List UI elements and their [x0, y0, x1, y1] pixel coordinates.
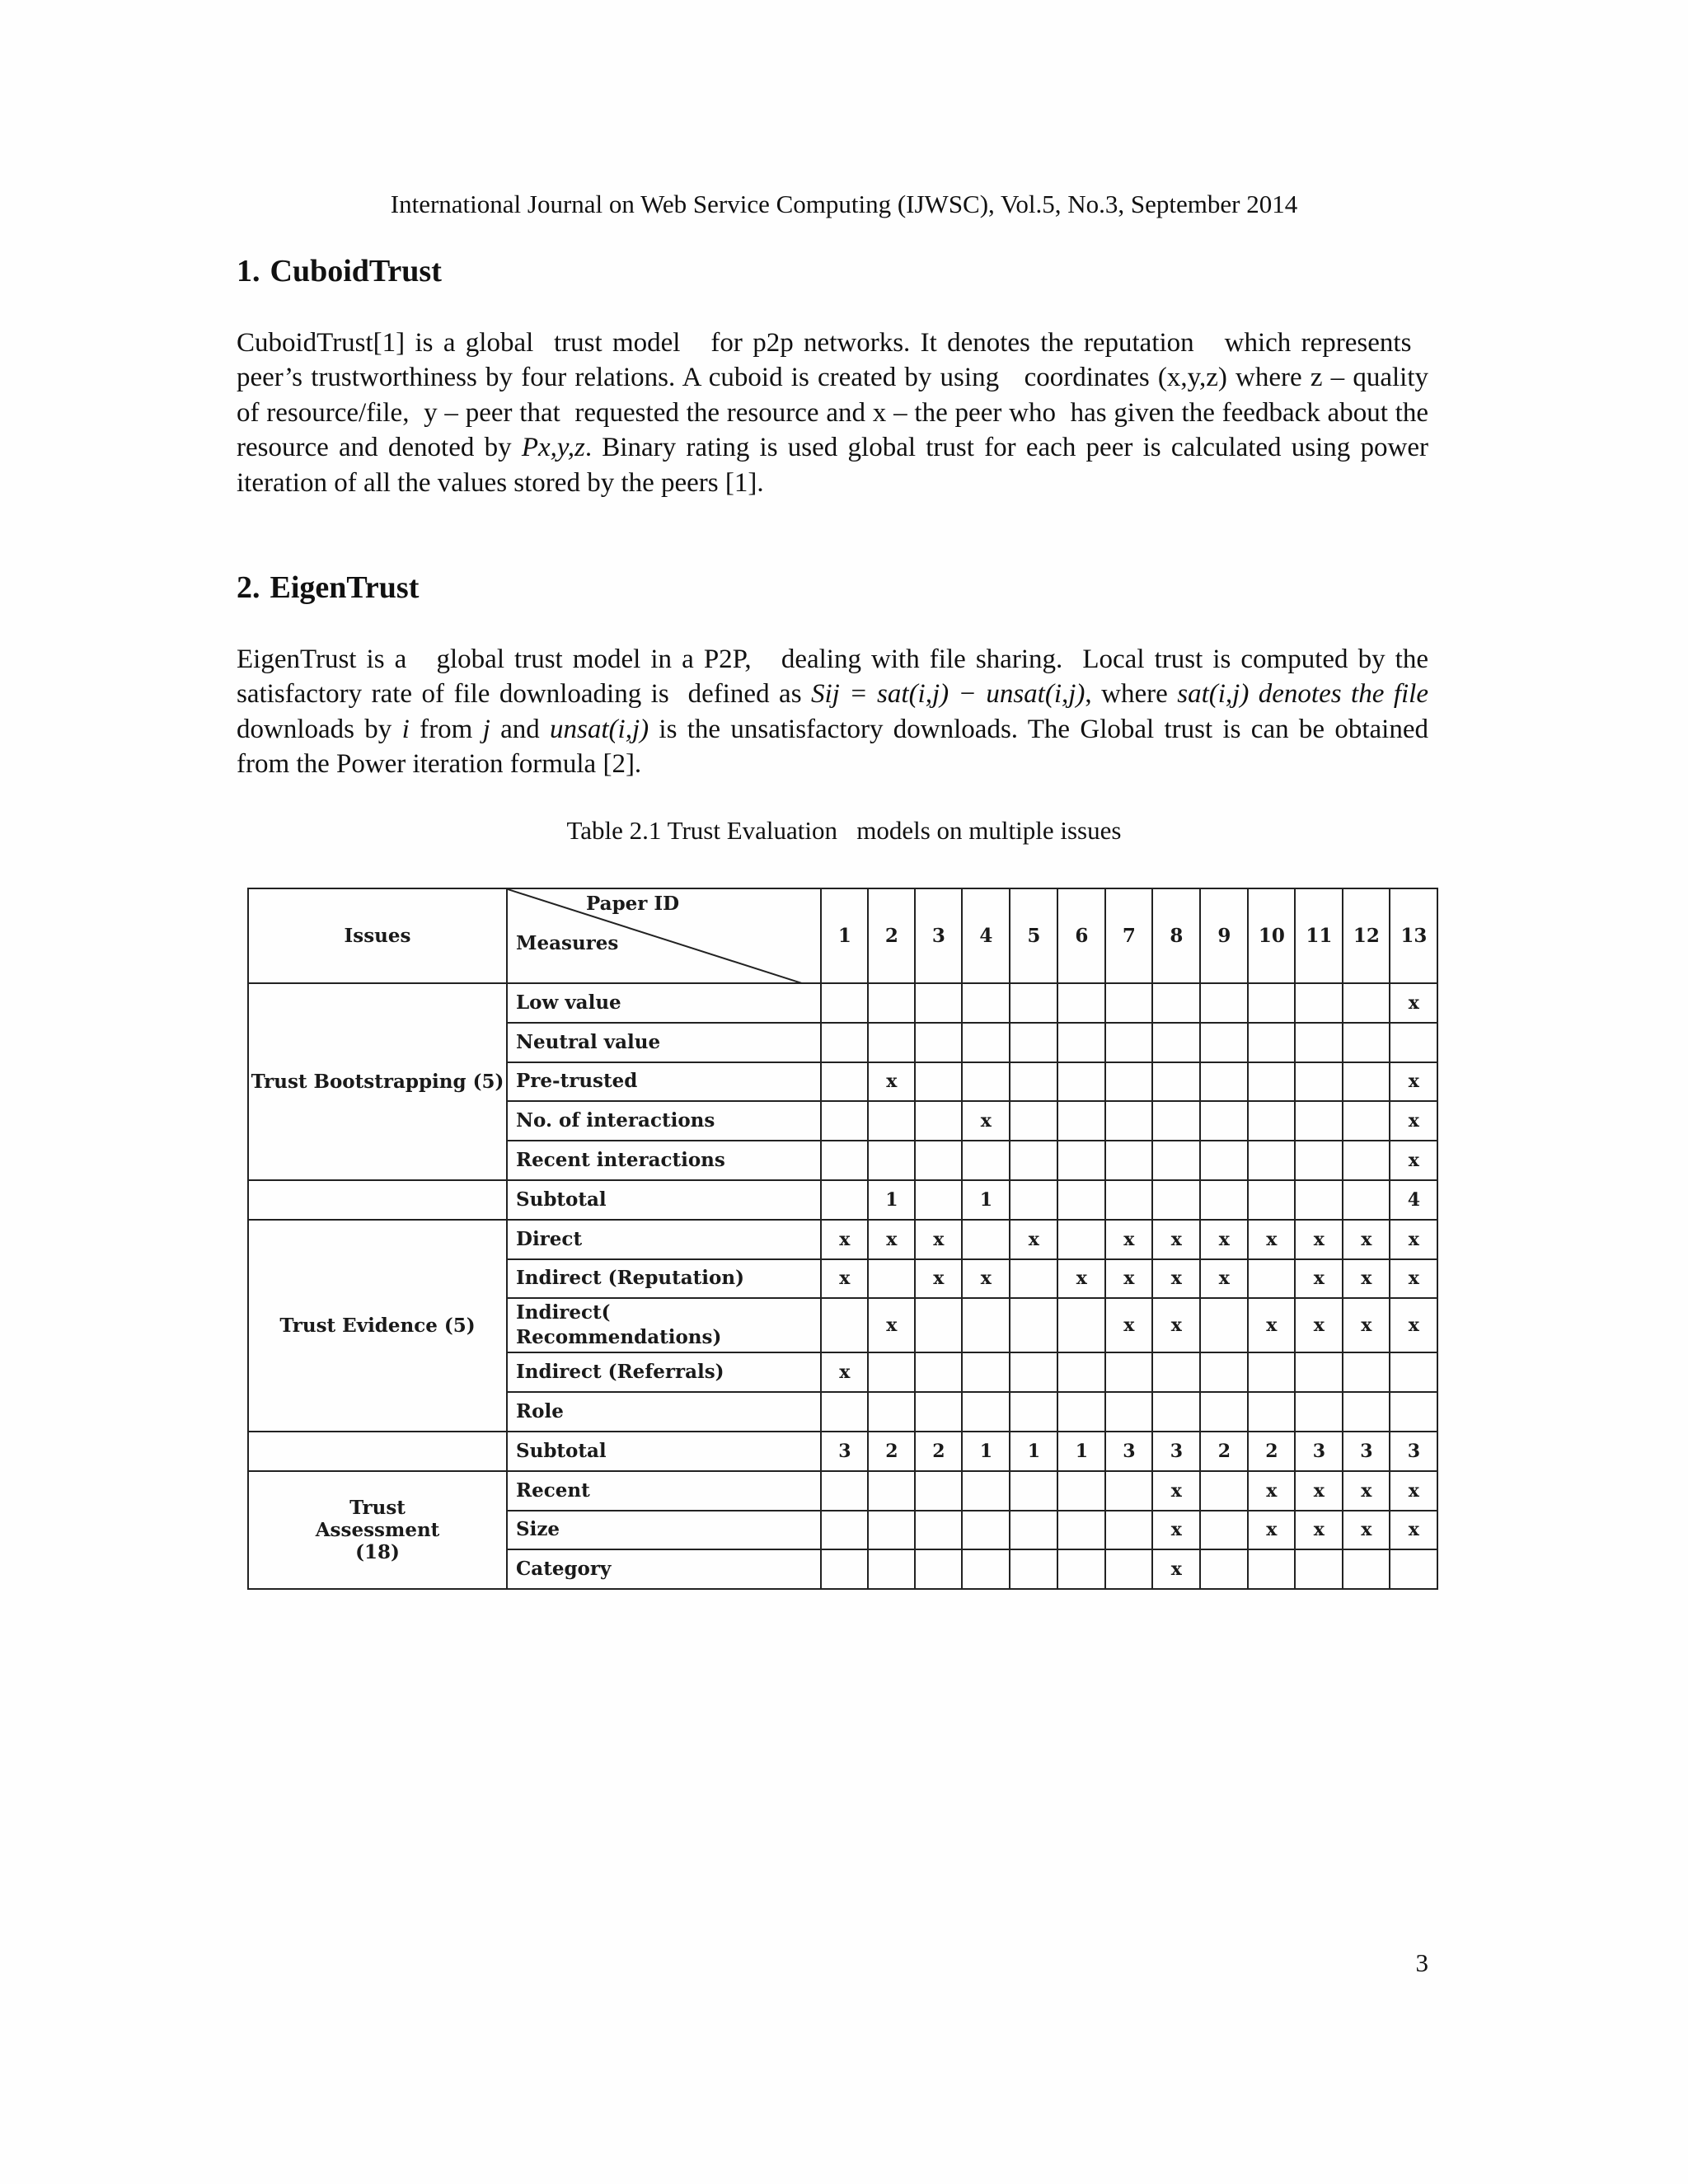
value-cell — [1295, 983, 1343, 1023]
paragraph-eigentrust: EigenTrust is a global trust model in a P2P, dealing with file sharing. Local trust is computed by the satisfactory rate of file downloading is defined as Sij = sat(i,j) − unsat(i,j), where sat(i,j) denotes the file downloads by i from j and unsat(i,j) is the unsatisfactory downloads. The Global trust is can be obtained from the Power iteration formula [2]. — [237, 644, 1428, 780]
subtotal-cell: 1 — [962, 1180, 1010, 1220]
subtotal-cell: 2 — [868, 1432, 915, 1471]
value-cell — [1010, 1101, 1057, 1141]
value-cell — [1057, 1352, 1105, 1392]
value-cell — [1200, 1101, 1248, 1141]
paper-id-col-12: 12 — [1343, 888, 1390, 983]
value-cell — [962, 1023, 1010, 1062]
value-cell: x — [1343, 1220, 1390, 1259]
value-cell: x — [1010, 1220, 1057, 1259]
value-cell — [1057, 1549, 1105, 1589]
measure-cell: Indirect (Referrals) — [507, 1352, 821, 1392]
value-cell — [868, 1141, 915, 1180]
value-cell: x — [1057, 1259, 1105, 1299]
subtotal-cell: 3 — [1105, 1432, 1152, 1471]
paper-id-col-4: 4 — [962, 888, 1010, 983]
value-cell — [1057, 1101, 1105, 1141]
value-cell: x — [1390, 1062, 1437, 1102]
measure-cell: Size — [507, 1511, 821, 1550]
value-cell — [1343, 1062, 1390, 1102]
subtotal-cell: 2 — [1248, 1432, 1295, 1471]
value-cell — [1105, 1549, 1152, 1589]
value-cell — [868, 1471, 915, 1511]
value-cell: x — [868, 1220, 915, 1259]
value-cell: x — [1295, 1220, 1343, 1259]
subtotal-cell — [1200, 1180, 1248, 1220]
value-cell — [915, 1141, 962, 1180]
value-cell — [1200, 1549, 1248, 1589]
paper-id-col-9: 9 — [1200, 888, 1248, 983]
value-cell: x — [1248, 1220, 1295, 1259]
section-heading-eigentrust: 2. EigenTrust — [237, 570, 420, 605]
value-cell — [915, 1511, 962, 1550]
value-cell: x — [1152, 1259, 1200, 1299]
value-cell — [1248, 1352, 1295, 1392]
value-cell — [962, 1549, 1010, 1589]
value-cell: x — [1390, 1141, 1437, 1180]
value-cell — [1152, 983, 1200, 1023]
value-cell — [1200, 1023, 1248, 1062]
value-cell — [1295, 1141, 1343, 1180]
table-header-row — [248, 888, 1437, 983]
value-cell: x — [1343, 1511, 1390, 1550]
value-cell — [962, 1471, 1010, 1511]
value-cell — [1343, 1101, 1390, 1141]
value-cell — [821, 1141, 868, 1180]
subtotal-cell — [1343, 1180, 1390, 1220]
value-cell — [1152, 1392, 1200, 1432]
value-cell: x — [868, 1298, 915, 1352]
value-cell — [1390, 1023, 1437, 1062]
subtotal-cell: 1 — [1010, 1432, 1057, 1471]
value-cell — [1152, 1352, 1200, 1392]
value-cell — [1010, 1298, 1057, 1352]
value-cell: x — [1295, 1298, 1343, 1352]
value-cell: x — [1343, 1259, 1390, 1299]
value-cell — [1057, 983, 1105, 1023]
subtotal-row — [248, 1432, 1437, 1471]
value-cell: x — [1152, 1220, 1200, 1259]
value-cell: x — [1343, 1298, 1390, 1352]
value-cell — [1010, 1352, 1057, 1392]
value-cell — [915, 1023, 962, 1062]
subtotal-label: Subtotal — [507, 1180, 821, 1220]
value-cell — [868, 1392, 915, 1432]
value-cell — [1152, 1062, 1200, 1102]
subtotal-cell — [1295, 1180, 1343, 1220]
value-cell — [868, 1352, 915, 1392]
section-heading-cuboidtrust: 1. CuboidTrust — [237, 254, 442, 288]
value-cell — [868, 1259, 915, 1299]
measure-cell: Recent interactions — [507, 1141, 821, 1180]
value-cell — [1105, 1471, 1152, 1511]
empty-issue-cell — [248, 1180, 507, 1220]
subtotal-cell: 3 — [1390, 1432, 1437, 1471]
value-cell: x — [1390, 1298, 1437, 1352]
measures-label: Measures — [516, 932, 619, 954]
subtotal-cell — [1010, 1180, 1057, 1220]
value-cell: x — [915, 1220, 962, 1259]
value-cell — [1248, 983, 1295, 1023]
value-cell — [1057, 1023, 1105, 1062]
value-cell — [868, 1549, 915, 1589]
subtotal-label: Subtotal — [507, 1432, 821, 1471]
value-cell — [1105, 1062, 1152, 1102]
value-cell: x — [1390, 1220, 1437, 1259]
paper-id-col-13: 13 — [1390, 888, 1437, 983]
value-cell — [1343, 1549, 1390, 1589]
subtotal-cell: 3 — [1152, 1432, 1200, 1471]
value-cell: x — [962, 1259, 1010, 1299]
subtotal-row — [248, 1180, 1437, 1220]
value-cell — [821, 1471, 868, 1511]
subtotal-cell: 2 — [1200, 1432, 1248, 1471]
value-cell — [1200, 983, 1248, 1023]
value-cell: x — [1390, 1471, 1437, 1511]
value-cell — [1343, 1141, 1390, 1180]
value-cell — [1295, 1549, 1343, 1589]
value-cell — [1010, 1259, 1057, 1299]
paper-id-col-10: 10 — [1248, 888, 1295, 983]
value-cell — [1295, 1023, 1343, 1062]
value-cell — [821, 1392, 868, 1432]
subtotal-cell — [1152, 1180, 1200, 1220]
running-header: International Journal on Web Service Computing (IJWSC), Vol.5, No.3, September 2014 — [390, 190, 1298, 218]
value-cell: x — [1152, 1511, 1200, 1550]
value-cell — [962, 1062, 1010, 1102]
paper-id-col-7: 7 — [1105, 888, 1152, 983]
trust-evaluation-table — [247, 888, 1438, 1590]
value-cell: x — [1200, 1259, 1248, 1299]
value-cell — [1200, 1511, 1248, 1550]
paper-id-col-2: 2 — [868, 888, 915, 983]
value-cell: x — [1295, 1511, 1343, 1550]
issue-cell: Trust Assessment (18) — [248, 1471, 507, 1589]
value-cell — [1105, 1352, 1152, 1392]
value-cell — [1248, 1062, 1295, 1102]
subtotal-cell: 3 — [1295, 1432, 1343, 1471]
value-cell — [1105, 1141, 1152, 1180]
value-cell — [868, 1101, 915, 1141]
value-cell: x — [1248, 1471, 1295, 1511]
value-cell — [915, 1352, 962, 1392]
value-cell — [1295, 1352, 1343, 1392]
value-cell: x — [1152, 1471, 1200, 1511]
value-cell — [868, 1511, 915, 1550]
value-cell — [915, 1549, 962, 1589]
subtotal-cell: 1 — [868, 1180, 915, 1220]
paper-id-col-1: 1 — [821, 888, 868, 983]
value-cell — [1343, 1392, 1390, 1432]
paper-id-label: Paper ID — [586, 893, 680, 915]
value-cell — [1248, 1259, 1295, 1299]
value-cell: x — [868, 1062, 915, 1102]
paper-id-col-6: 6 — [1057, 888, 1105, 983]
value-cell — [1248, 1141, 1295, 1180]
empty-issue-cell — [248, 1432, 507, 1471]
table-row — [248, 1220, 1437, 1259]
subtotal-cell: 4 — [1390, 1180, 1437, 1220]
subtotal-cell: 3 — [821, 1432, 868, 1471]
value-cell — [962, 1298, 1010, 1352]
value-cell — [1200, 1392, 1248, 1432]
value-cell: x — [1343, 1471, 1390, 1511]
paper-id-measures-header — [507, 888, 821, 983]
value-cell: x — [1390, 1101, 1437, 1141]
value-cell — [1295, 1101, 1343, 1141]
value-cell: x — [962, 1101, 1010, 1141]
value-cell — [1200, 1352, 1248, 1392]
value-cell — [1057, 1511, 1105, 1550]
value-cell: x — [821, 1259, 868, 1299]
value-cell — [962, 1511, 1010, 1550]
value-cell: x — [1390, 1511, 1437, 1550]
value-cell: x — [1105, 1298, 1152, 1352]
value-cell — [1010, 1471, 1057, 1511]
value-cell — [915, 1392, 962, 1432]
measure-cell: Indirect (Reputation) — [507, 1259, 821, 1299]
measure-cell: Neutral value — [507, 1023, 821, 1062]
value-cell — [1200, 1471, 1248, 1511]
value-cell — [1343, 1023, 1390, 1062]
value-cell: x — [1248, 1298, 1295, 1352]
issue-cell: Trust Bootstrapping (5) — [248, 983, 507, 1180]
value-cell — [1010, 1549, 1057, 1589]
value-cell — [962, 1220, 1010, 1259]
value-cell — [1152, 1023, 1200, 1062]
value-cell — [962, 1352, 1010, 1392]
subtotal-cell — [1105, 1180, 1152, 1220]
value-cell — [1057, 1392, 1105, 1432]
value-cell — [821, 1549, 868, 1589]
value-cell — [1057, 1220, 1105, 1259]
value-cell — [821, 983, 868, 1023]
paper-id-col-5: 5 — [1010, 888, 1057, 983]
value-cell — [868, 1023, 915, 1062]
value-cell: x — [1390, 983, 1437, 1023]
paper-id-col-11: 11 — [1295, 888, 1343, 983]
value-cell — [1010, 1392, 1057, 1432]
value-cell — [1057, 1298, 1105, 1352]
measure-cell: Direct — [507, 1220, 821, 1259]
measure-cell: Category — [507, 1549, 821, 1589]
measure-cell: Role — [507, 1392, 821, 1432]
page-number: 3 — [1415, 1948, 1428, 1977]
subtotal-cell — [1057, 1180, 1105, 1220]
value-cell — [1010, 1023, 1057, 1062]
value-cell — [1105, 983, 1152, 1023]
value-cell — [1105, 1392, 1152, 1432]
value-cell — [1295, 1062, 1343, 1102]
value-cell: x — [1390, 1259, 1437, 1299]
value-cell — [915, 1101, 962, 1141]
value-cell — [1152, 1141, 1200, 1180]
subtotal-cell — [821, 1180, 868, 1220]
value-cell: x — [915, 1259, 962, 1299]
value-cell — [1343, 1352, 1390, 1392]
value-cell — [1152, 1101, 1200, 1141]
value-cell — [1200, 1141, 1248, 1180]
value-cell — [1390, 1392, 1437, 1432]
table-caption: Table 2.1 Trust Evaluation models on multiple issues — [566, 816, 1122, 845]
value-cell: x — [1200, 1220, 1248, 1259]
value-cell — [821, 1298, 868, 1352]
value-cell: x — [1105, 1220, 1152, 1259]
subtotal-cell — [915, 1180, 962, 1220]
paper-id-col-3: 3 — [915, 888, 962, 983]
measure-cell: Low value — [507, 983, 821, 1023]
value-cell — [915, 983, 962, 1023]
value-cell — [1343, 983, 1390, 1023]
paragraph-cuboidtrust: CuboidTrust[1] is a global trust model for p2p networks. It denotes the reputation which represents peer’s trustworthiness by four relations. A cuboid is created by using coordinates (x,y,z) where z – quality of resource/file, y – peer that requested the resource and x – the peer who has given the feedback about the resource and denoted by Px,y,z. Binary rating is used global trust for each peer is calculated using power iteration of all the values stored by the peers [1]. — [237, 328, 1429, 498]
value-cell — [1105, 1101, 1152, 1141]
value-cell — [1200, 1298, 1248, 1352]
value-cell — [821, 1062, 868, 1102]
subtotal-cell: 3 — [1343, 1432, 1390, 1471]
value-cell — [915, 1062, 962, 1102]
value-cell — [868, 983, 915, 1023]
table-row — [248, 1471, 1437, 1511]
value-cell: x — [1295, 1259, 1343, 1299]
value-cell — [1057, 1141, 1105, 1180]
subtotal-cell: 2 — [915, 1432, 962, 1471]
value-cell: x — [821, 1220, 868, 1259]
value-cell — [1010, 1062, 1057, 1102]
value-cell — [1010, 983, 1057, 1023]
value-cell — [962, 983, 1010, 1023]
value-cell — [821, 1511, 868, 1550]
value-cell — [1390, 1352, 1437, 1392]
value-cell — [1105, 1511, 1152, 1550]
table-row — [248, 983, 1437, 1023]
value-cell: x — [1152, 1549, 1200, 1589]
value-cell — [1200, 1062, 1248, 1102]
value-cell — [1295, 1392, 1343, 1432]
measure-cell: Pre-trusted — [507, 1062, 821, 1102]
measure-cell: Indirect( Recommendations) — [507, 1298, 821, 1352]
value-cell — [1248, 1549, 1295, 1589]
value-cell — [1248, 1392, 1295, 1432]
value-cell: x — [1152, 1298, 1200, 1352]
value-cell — [915, 1471, 962, 1511]
value-cell — [1105, 1023, 1152, 1062]
value-cell — [1057, 1471, 1105, 1511]
value-cell — [1248, 1101, 1295, 1141]
issues-header: Issues — [248, 888, 507, 983]
value-cell: x — [1105, 1259, 1152, 1299]
value-cell — [1010, 1511, 1057, 1550]
subtotal-cell: 1 — [1057, 1432, 1105, 1471]
value-cell — [1390, 1549, 1437, 1589]
subtotal-cell: 1 — [962, 1432, 1010, 1471]
value-cell — [962, 1141, 1010, 1180]
value-cell: x — [821, 1352, 868, 1392]
value-cell — [1248, 1023, 1295, 1062]
value-cell — [821, 1023, 868, 1062]
value-cell — [821, 1101, 868, 1141]
subtotal-cell — [1248, 1180, 1295, 1220]
measure-cell: Recent — [507, 1471, 821, 1511]
paper-id-col-8: 8 — [1152, 888, 1200, 983]
value-cell — [962, 1392, 1010, 1432]
measure-cell: No. of interactions — [507, 1101, 821, 1141]
value-cell — [1057, 1062, 1105, 1102]
value-cell — [1010, 1141, 1057, 1180]
value-cell — [915, 1298, 962, 1352]
issue-cell: Trust Evidence (5) — [248, 1220, 507, 1432]
value-cell: x — [1295, 1471, 1343, 1511]
value-cell: x — [1248, 1511, 1295, 1550]
